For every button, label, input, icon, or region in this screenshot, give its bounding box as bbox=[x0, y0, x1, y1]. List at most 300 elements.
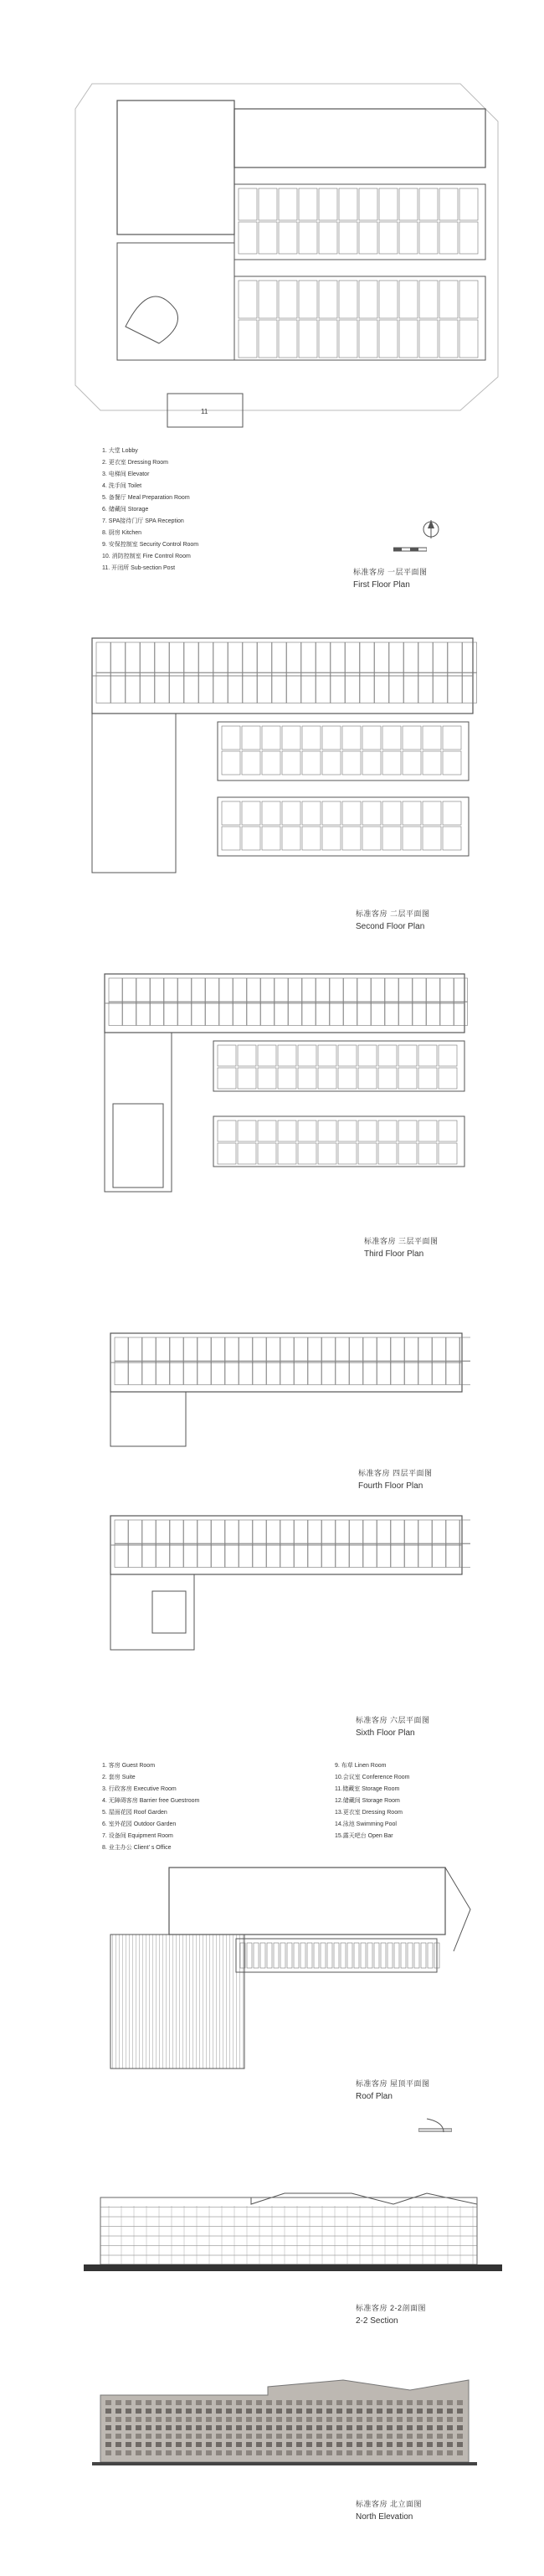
room-cell bbox=[379, 320, 398, 358]
room-cell bbox=[278, 1121, 296, 1141]
room-cell bbox=[342, 726, 361, 750]
room-cell bbox=[242, 726, 260, 750]
second-floor-plan bbox=[84, 630, 477, 881]
room-cell bbox=[247, 1943, 252, 1968]
room-cell bbox=[258, 1121, 276, 1141]
room-cell bbox=[300, 1943, 305, 1968]
room-cell bbox=[346, 673, 360, 703]
room-cell bbox=[267, 1362, 280, 1385]
caption-en: North Elevation bbox=[356, 2512, 413, 2522]
room-cell bbox=[258, 1045, 276, 1066]
room-cell bbox=[439, 188, 458, 220]
room-cell bbox=[260, 1943, 265, 1968]
room-cell bbox=[322, 1544, 336, 1568]
elevation-window bbox=[146, 2409, 151, 2414]
fourth-floor-plan bbox=[102, 1325, 470, 1450]
elevation-window bbox=[176, 2400, 182, 2405]
legend-item: 4. 无障碍客房 Barrier free Guestroom bbox=[102, 1798, 200, 1804]
elevation-window bbox=[176, 2425, 182, 2430]
room-cell bbox=[157, 1362, 170, 1385]
room-cell bbox=[299, 222, 317, 254]
caption-zh: 标准客房 北立面图 bbox=[356, 2500, 423, 2508]
elevation-window bbox=[216, 2442, 222, 2447]
room-cell bbox=[463, 673, 477, 703]
room-cell bbox=[399, 281, 418, 318]
elevation-window bbox=[276, 2434, 282, 2439]
elevation-window bbox=[306, 2442, 312, 2447]
elevation-window bbox=[166, 2409, 172, 2414]
room-cell bbox=[418, 1544, 432, 1568]
elevation-window bbox=[326, 2417, 332, 2422]
elevation-window bbox=[437, 2442, 443, 2447]
room-cell bbox=[389, 673, 403, 703]
legend-item: 9. 布草 Linen Room bbox=[335, 1763, 387, 1769]
upper-floors-legend-right bbox=[335, 1760, 409, 1842]
elevation-window bbox=[326, 2400, 332, 2405]
elevation-window bbox=[206, 2400, 212, 2405]
room-cell bbox=[142, 1544, 156, 1568]
caption-en: Roof Plan bbox=[356, 2092, 393, 2101]
room-cell bbox=[267, 1520, 280, 1543]
room-cell bbox=[225, 1362, 239, 1385]
room-cell bbox=[295, 1544, 308, 1568]
elevation-window bbox=[126, 2417, 131, 2422]
room-cell bbox=[399, 320, 418, 358]
room-cell bbox=[403, 751, 421, 775]
elevation-window bbox=[216, 2400, 222, 2405]
room-cell bbox=[184, 1362, 198, 1385]
room-cell bbox=[238, 1121, 256, 1141]
room-cell bbox=[346, 642, 360, 672]
room-cell bbox=[238, 1143, 256, 1164]
elevation-window bbox=[387, 2400, 393, 2405]
elevation-window bbox=[246, 2409, 252, 2414]
room-cell bbox=[419, 320, 438, 358]
legend-item: 7. 设备间 Equipment Room bbox=[102, 1833, 173, 1839]
room-cell bbox=[261, 978, 275, 1002]
elevation-window bbox=[316, 2400, 322, 2405]
room-cell bbox=[253, 1544, 266, 1568]
room-cell bbox=[301, 642, 316, 672]
room-cell bbox=[405, 1544, 418, 1568]
elevation-window bbox=[276, 2400, 282, 2405]
upper-floors-legend-left bbox=[102, 1760, 199, 1854]
room-cell bbox=[242, 827, 260, 850]
room-cell bbox=[363, 1337, 377, 1361]
roof-plan bbox=[102, 1859, 479, 2077]
elevation-window bbox=[357, 2425, 362, 2430]
room-cell bbox=[258, 673, 272, 703]
elevation-window bbox=[457, 2425, 463, 2430]
room-cell bbox=[339, 188, 357, 220]
room-cell bbox=[350, 1337, 363, 1361]
elevation-window bbox=[286, 2434, 292, 2439]
elevation-window bbox=[336, 2417, 342, 2422]
room-cell bbox=[287, 673, 301, 703]
room-cell bbox=[279, 281, 297, 318]
room-cell bbox=[170, 642, 184, 672]
room-cell bbox=[151, 1002, 164, 1026]
room-cell bbox=[319, 188, 337, 220]
room-cell bbox=[389, 642, 403, 672]
elevation-window bbox=[346, 2400, 352, 2405]
elevation-window bbox=[196, 2442, 202, 2447]
elevation-window bbox=[216, 2409, 222, 2414]
elevation-window bbox=[316, 2434, 322, 2439]
elevation-window bbox=[437, 2434, 443, 2439]
room-cell bbox=[301, 673, 316, 703]
room-cell bbox=[151, 978, 164, 1002]
room-cell bbox=[347, 1943, 352, 1968]
elevation-window bbox=[306, 2450, 312, 2455]
room-cell bbox=[225, 1520, 239, 1543]
elevation-window bbox=[256, 2400, 262, 2405]
caption-zh: 标准客房 二层平面图 bbox=[356, 909, 430, 918]
room-cell bbox=[278, 1068, 296, 1089]
elevation-window bbox=[407, 2442, 413, 2447]
room-cell bbox=[336, 1520, 349, 1543]
elevation-window bbox=[115, 2425, 121, 2430]
elevation-window bbox=[407, 2425, 413, 2430]
room-cell bbox=[115, 1544, 128, 1568]
room-cell bbox=[358, 1143, 377, 1164]
room-cell bbox=[247, 1002, 260, 1026]
elevation-window bbox=[437, 2425, 443, 2430]
room-cell bbox=[129, 1544, 142, 1568]
legend-item: 6. 储藏间 Storage bbox=[102, 507, 149, 513]
room-cell bbox=[405, 1520, 418, 1543]
room-cell bbox=[357, 1002, 371, 1026]
room-cell bbox=[115, 1362, 128, 1385]
elevation-window bbox=[336, 2450, 342, 2455]
room-cell bbox=[341, 1943, 346, 1968]
elevation-window bbox=[246, 2434, 252, 2439]
legend-item: 8. 厨房 Kitchen bbox=[102, 530, 142, 536]
legend-item: 2. 更衣室 Dressing Room bbox=[102, 460, 168, 466]
elevation-window bbox=[306, 2417, 312, 2422]
elevation-window bbox=[256, 2450, 262, 2455]
room-cell bbox=[379, 222, 398, 254]
room-cell bbox=[443, 726, 461, 750]
room-cell bbox=[391, 1520, 404, 1543]
room-cell bbox=[372, 978, 385, 1002]
room-cell bbox=[319, 281, 337, 318]
legend-item: 5. 备餐厅 Meal Preparation Room bbox=[102, 495, 190, 501]
elevation-window bbox=[346, 2450, 352, 2455]
elevation-window bbox=[407, 2450, 413, 2455]
room-cell bbox=[443, 801, 461, 825]
room-cell bbox=[157, 1520, 170, 1543]
legend-item: 10.会议室 Conference Room bbox=[335, 1775, 410, 1780]
room-cell bbox=[331, 642, 345, 672]
room-cell bbox=[350, 1544, 363, 1568]
room-cell bbox=[239, 222, 257, 254]
room-cell bbox=[321, 1943, 326, 1968]
room-cell bbox=[319, 320, 337, 358]
elevation-window bbox=[286, 2417, 292, 2422]
elevation-window bbox=[246, 2442, 252, 2447]
room-cell bbox=[242, 801, 260, 825]
room-cell bbox=[184, 1337, 198, 1361]
elevation-window bbox=[447, 2400, 453, 2405]
room-cell bbox=[336, 1337, 349, 1361]
room-cell bbox=[259, 320, 277, 358]
elevation-window bbox=[136, 2434, 141, 2439]
elevation-window bbox=[256, 2409, 262, 2414]
room-cell bbox=[213, 642, 228, 672]
elevation-window bbox=[166, 2417, 172, 2422]
elevation-window bbox=[196, 2417, 202, 2422]
elevation-window bbox=[367, 2442, 372, 2447]
room-cell bbox=[253, 1520, 266, 1543]
room-cell bbox=[439, 281, 458, 318]
elevation-window bbox=[367, 2434, 372, 2439]
elevation-window bbox=[206, 2409, 212, 2414]
room-cell bbox=[378, 1068, 397, 1089]
room-cell bbox=[363, 1362, 377, 1385]
room-cell bbox=[439, 320, 458, 358]
room-cell bbox=[401, 1943, 406, 1968]
room-cell bbox=[302, 801, 321, 825]
room-cell bbox=[454, 978, 468, 1002]
room-cell bbox=[299, 320, 317, 358]
elevation-window bbox=[266, 2434, 272, 2439]
room-cell bbox=[350, 1362, 363, 1385]
elevation-window bbox=[326, 2409, 332, 2414]
room-cell bbox=[361, 1943, 366, 1968]
room-cell bbox=[272, 673, 286, 703]
room-cell bbox=[459, 188, 478, 220]
room-cell bbox=[382, 751, 401, 775]
elevation-window bbox=[186, 2425, 192, 2430]
room-cell bbox=[377, 1520, 391, 1543]
room-cell bbox=[419, 281, 438, 318]
room-cell bbox=[322, 1362, 336, 1385]
room-cell bbox=[322, 1520, 336, 1543]
elevation-window bbox=[417, 2400, 423, 2405]
room-cell bbox=[129, 1337, 142, 1361]
elevation-window bbox=[367, 2417, 372, 2422]
room-cell bbox=[239, 1520, 253, 1543]
room-cell bbox=[344, 1002, 357, 1026]
elevation-window bbox=[206, 2434, 212, 2439]
legend-item: 4. 洗手间 Toilet bbox=[102, 483, 142, 489]
room-cell bbox=[359, 188, 377, 220]
room-cell bbox=[198, 1337, 211, 1361]
room-cell bbox=[289, 978, 302, 1002]
room-cell bbox=[234, 978, 247, 1002]
elevation-window bbox=[105, 2450, 111, 2455]
room-cell bbox=[434, 673, 448, 703]
elevation-window bbox=[236, 2442, 242, 2447]
north-arrow-icon bbox=[418, 517, 444, 542]
elevation-window bbox=[166, 2400, 172, 2405]
elevation-window bbox=[417, 2442, 423, 2447]
fourth-floor-caption bbox=[358, 1467, 433, 1491]
room-cell bbox=[418, 1068, 437, 1089]
elevation-window bbox=[336, 2425, 342, 2430]
elevation-window bbox=[266, 2400, 272, 2405]
elevation-window bbox=[457, 2409, 463, 2414]
elevation-window bbox=[186, 2442, 192, 2447]
room-cell bbox=[394, 1943, 399, 1968]
room-cell bbox=[218, 1045, 236, 1066]
elevation-window bbox=[186, 2409, 192, 2414]
caption-zh: 标准客房 六层平面图 bbox=[356, 1716, 430, 1724]
room-cell bbox=[294, 1943, 299, 1968]
elevation-window bbox=[377, 2434, 382, 2439]
room-cell bbox=[322, 726, 341, 750]
room-cell bbox=[275, 1002, 288, 1026]
room-cell bbox=[418, 1337, 432, 1361]
elevation-window bbox=[357, 2409, 362, 2414]
elevation-window bbox=[427, 2425, 433, 2430]
room-cell bbox=[206, 1002, 219, 1026]
caption-en: Third Floor Plan bbox=[364, 1249, 424, 1259]
elevation-window bbox=[176, 2442, 182, 2447]
elevation-window bbox=[296, 2450, 302, 2455]
room-cell bbox=[363, 1544, 377, 1568]
elevation-window bbox=[367, 2400, 372, 2405]
elevation-window bbox=[115, 2417, 121, 2422]
room-cell bbox=[418, 642, 433, 672]
elevation-window bbox=[256, 2442, 262, 2447]
room-cell bbox=[206, 978, 219, 1002]
scale-bar-icon bbox=[418, 2117, 452, 2134]
elevation-window bbox=[156, 2400, 162, 2405]
room-cell bbox=[247, 978, 260, 1002]
room-cell bbox=[423, 751, 441, 775]
elevation-window bbox=[105, 2409, 111, 2414]
room-cell bbox=[155, 642, 169, 672]
elevation-window bbox=[437, 2409, 443, 2414]
elevation-window bbox=[357, 2400, 362, 2405]
room-cell bbox=[279, 188, 297, 220]
elevation-window bbox=[387, 2450, 393, 2455]
legend-item: 3. 行政客房 Executive Room bbox=[102, 1786, 177, 1792]
elevation-window bbox=[176, 2434, 182, 2439]
room-cell bbox=[460, 1544, 471, 1568]
room-cell bbox=[126, 642, 140, 672]
room-cell bbox=[279, 320, 297, 358]
room-cell bbox=[184, 673, 198, 703]
room-cell bbox=[433, 1544, 446, 1568]
room-cell bbox=[192, 1002, 205, 1026]
room-cell bbox=[289, 1002, 302, 1026]
elevation-window bbox=[397, 2434, 403, 2439]
elevation-window bbox=[186, 2434, 192, 2439]
elevation-window bbox=[226, 2442, 232, 2447]
room-cell bbox=[378, 1143, 397, 1164]
elevation-window bbox=[296, 2417, 302, 2422]
room-cell bbox=[360, 642, 374, 672]
north-elevation bbox=[92, 2378, 477, 2470]
room-cell bbox=[381, 1943, 386, 1968]
elevation-window bbox=[326, 2434, 332, 2439]
room-cell bbox=[157, 1337, 170, 1361]
room-cell bbox=[242, 751, 260, 775]
room-cell bbox=[439, 1068, 457, 1089]
elevation-window bbox=[216, 2425, 222, 2430]
room-cell bbox=[199, 673, 213, 703]
room-cell bbox=[178, 978, 192, 1002]
elevation-window bbox=[346, 2417, 352, 2422]
elevation-window bbox=[105, 2425, 111, 2430]
room-cell bbox=[164, 1002, 177, 1026]
room-cell bbox=[439, 222, 458, 254]
room-cell bbox=[357, 978, 371, 1002]
legend-item: 9. 安保控制室 Security Control Room bbox=[102, 542, 199, 548]
elevation-window bbox=[357, 2434, 362, 2439]
elevation-window bbox=[387, 2434, 393, 2439]
elevation-window bbox=[346, 2442, 352, 2447]
elevation-window bbox=[417, 2450, 423, 2455]
elevation-window bbox=[126, 2450, 131, 2455]
elevation-window bbox=[176, 2417, 182, 2422]
room-cell bbox=[377, 1544, 391, 1568]
elevation-window bbox=[427, 2417, 433, 2422]
room-cell bbox=[275, 978, 288, 1002]
elevation-window bbox=[166, 2442, 172, 2447]
elevation-window bbox=[276, 2417, 282, 2422]
caption-en: First Floor Plan bbox=[353, 580, 410, 590]
room-cell bbox=[339, 320, 357, 358]
room-cell bbox=[129, 1520, 142, 1543]
room-cell bbox=[282, 801, 300, 825]
room-cell bbox=[282, 827, 300, 850]
room-cell bbox=[362, 726, 381, 750]
elevation-window bbox=[427, 2409, 433, 2414]
room-cell bbox=[234, 1002, 247, 1026]
room-cell bbox=[228, 673, 243, 703]
elevation-window bbox=[457, 2442, 463, 2447]
room-cell bbox=[212, 1520, 225, 1543]
room-cell bbox=[278, 1045, 296, 1066]
room-cell bbox=[302, 1002, 316, 1026]
room-cell bbox=[123, 978, 136, 1002]
elevation-window bbox=[316, 2417, 322, 2422]
elevation-window bbox=[387, 2442, 393, 2447]
caption-en: Second Floor Plan bbox=[356, 922, 425, 931]
room-cell bbox=[218, 1068, 236, 1089]
room-cell bbox=[338, 1143, 357, 1164]
room-cell bbox=[330, 978, 343, 1002]
room-cell bbox=[358, 1121, 377, 1141]
room-cell bbox=[336, 1544, 349, 1568]
elevation-window bbox=[357, 2450, 362, 2455]
caption-zh: 标准客房 一层平面图 bbox=[353, 568, 428, 576]
room-cell bbox=[398, 1121, 417, 1141]
room-cell bbox=[359, 320, 377, 358]
elevation-window bbox=[146, 2450, 151, 2455]
room-cell bbox=[322, 1337, 336, 1361]
elevation-window bbox=[266, 2409, 272, 2414]
second-floor-caption bbox=[356, 908, 430, 931]
elevation-window bbox=[457, 2400, 463, 2405]
roof-plan-caption bbox=[356, 2078, 430, 2101]
room-cell bbox=[222, 801, 240, 825]
room-cell bbox=[212, 1544, 225, 1568]
elevation-window bbox=[377, 2450, 382, 2455]
elevation-window bbox=[126, 2425, 131, 2430]
elevation-window bbox=[136, 2409, 141, 2414]
elevation-window bbox=[166, 2425, 172, 2430]
room-cell bbox=[423, 726, 441, 750]
room-cell bbox=[184, 1544, 198, 1568]
elevation-window bbox=[176, 2409, 182, 2414]
elevation-window bbox=[216, 2434, 222, 2439]
elevation-window bbox=[126, 2442, 131, 2447]
